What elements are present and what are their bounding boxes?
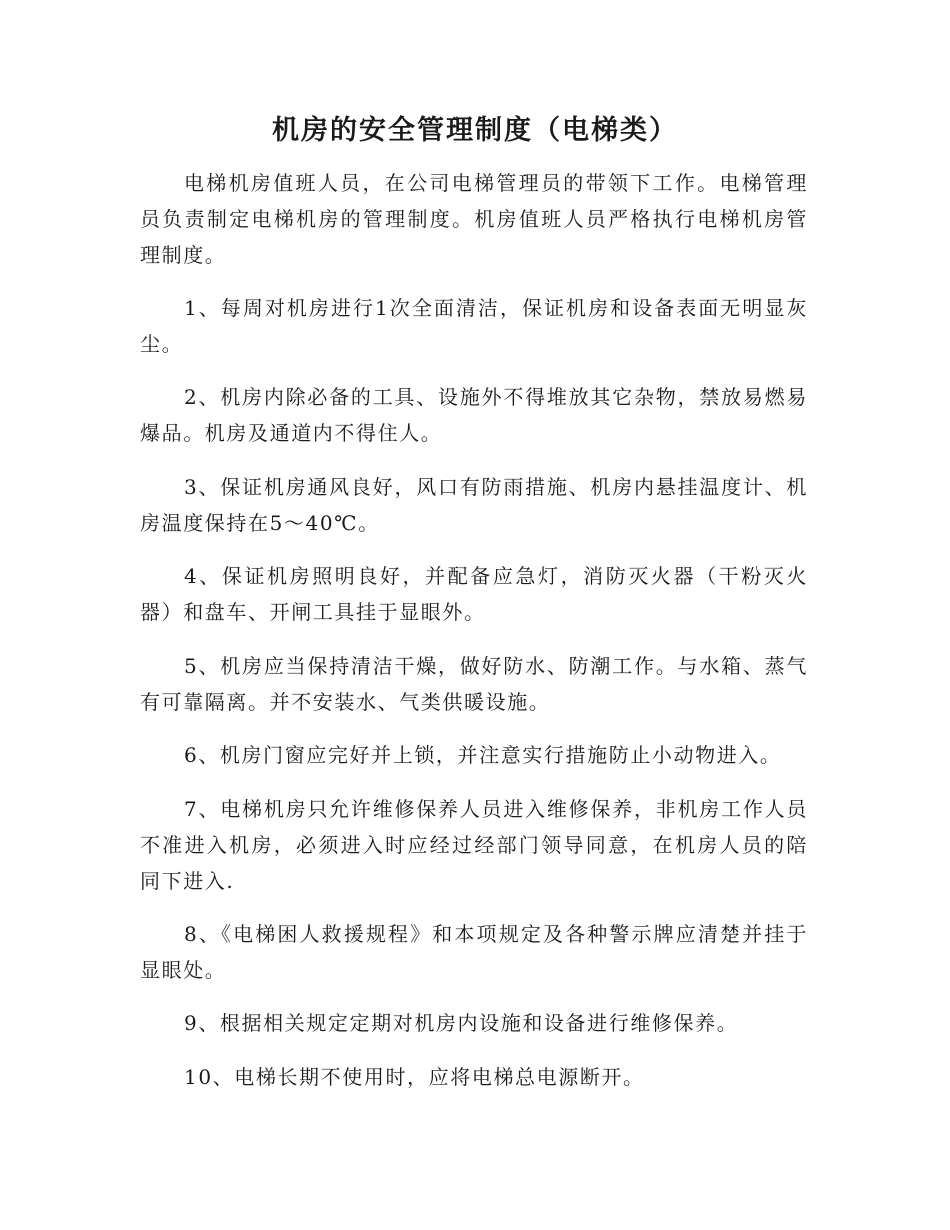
rule-item-3: 3、保证机房通风良好，风口有防雨措施、机房内悬挂温度计、机房温度保持在5～40℃。 <box>140 475 808 535</box>
rule-item-2: 2、机房内除必备的工具、设施外不得堆放其它杂物，禁放易燃易爆品。机房及通道内不得住人。 <box>140 385 808 445</box>
rule-item-5: 5、机房应当保持清洁干燥，做好防水、防潮工作。与水箱、蒸气有可靠隔离。并不安装水、气类供暖设施。 <box>140 654 808 714</box>
rule-item-1: 1、每周对机房进行1次全面清洁，保证机房和设备表面无明显灰尘。 <box>140 296 808 356</box>
rule-item-10: 10、电梯长期不使用时，应将电梯总电源断开。 <box>184 1065 645 1089</box>
intro-paragraph: 电梯机房值班人员，在公司电梯管理员的带领下工作。电梯管理员负责制定电梯机房的管理制度。机房值班人员严格执行电梯机房管理制度。 <box>140 171 808 267</box>
rule-item-6: 6、机房门窗应完好并上锁，并注意实行措施防止小动物进入。 <box>184 743 782 767</box>
rule-item-4: 4、保证机房照明良好，并配备应急灯，消防灭火器（干粉灭火器）和盘车、开闸工具挂于显眼外。 <box>140 564 808 624</box>
rule-item-7: 7、电梯机房只允许维修保养人员进入维修保养，非机房工作人员不准进入机房，必须进入时应经过经部门领导同意，在机房人员的陪同下进入. <box>140 797 808 893</box>
rule-item-8: 8、《电梯困人救援规程》和本项规定及各种警示牌应清楚并挂于显眼处。 <box>140 922 808 982</box>
rule-item-9: 9、根据相关规定定期对机房内设施和设备进行维修保养。 <box>184 1011 739 1035</box>
document-title: 机房的安全管理制度（电梯类） <box>272 115 678 146</box>
